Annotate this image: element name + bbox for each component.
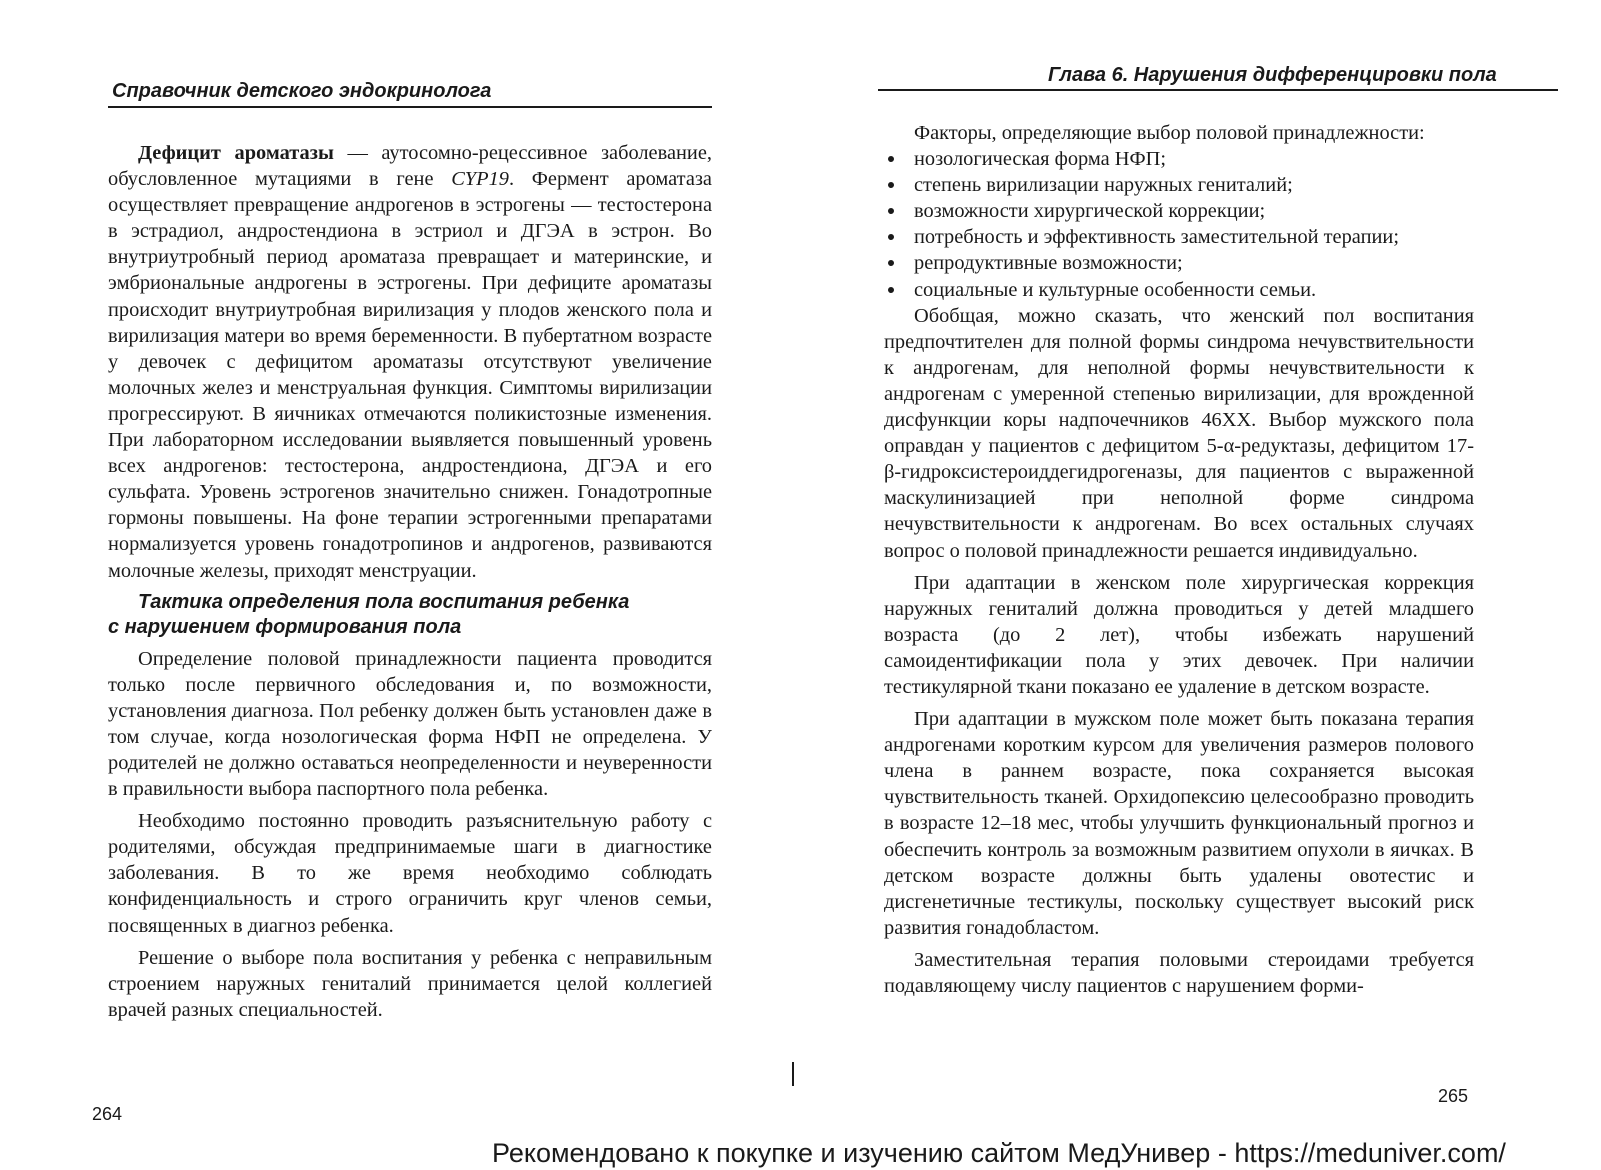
bullet-icon xyxy=(888,234,894,240)
aromatase-rest: . Фермент ароматаза осуществляет превращение андрогенов в эстрогены — тестостерона в эстрадиол, андростендиона в эстриол и ДГЭА в эстрон. Во внутриутробный период ароматаза превращает и материнские, и эмбриональные андрогены в эстрогены. При дефиците ароматазы происходит внутриутробная вирилизация у плодов женского пола и вирилизация матери во время беременности. В пубертатном возрасте у девочек с дефицитом ароматазы отсутствуют увеличение молочных желез и менструальная функция. Симптомы вирилизации прогрессируют. В яичниках отмечаются поликистозные изменения. При лабораторном исследовании выявляется повышенный уровень всех андрогенов: тестостерона, андростендиона, ДГЭА и его сульфата. Уровень эстрогенов значительно снижен. Гонадотропные гормоны повышены. На фоне терапии эстрогенными препаратами нормализуется уровень гонадотропинов и андрогенов, развиваются молочные железы, приходят менструации. xyxy=(108,168,712,582)
right-running-header: Глава 6. Нарушения дифференцировки пола xyxy=(1048,64,1497,86)
female-adaptation-paragraph: При адаптации в женском поле хирургическая коррекция наружных гениталий должна проводиться у детей младшего возраста (до 2 лет), чтобы избежать нарушений самоидентификации пола у этих девочек. При наличии тестикулярной ткани показано ее удаление в детском возрасте. xyxy=(884,571,1474,698)
left-page xyxy=(0,0,790,1170)
factors-list xyxy=(884,146,1474,303)
male-adaptation-paragraph: При адаптации в мужском поле может быть показана терапия андрогенами коротким курсом для увеличения размеров полового члена в раннем возрасте, пока сохраняется высокая чувствительность тканей. Орхидопексию целесообразно проводить в возрасте 12–18 мес, чтобы улучшить функциональный прогноз и обеспечить контроль за возможным развитием опухоли в яичках. В детском возрасте должны быть удалены овотестис и дисгенетичные тестикулы, поскольку существует высокий риск развития гонадобластом. xyxy=(884,708,1474,939)
bullet-icon xyxy=(888,260,894,266)
list-item: потребность и эффективность заместительной терапии; xyxy=(884,224,1474,250)
replacement-therapy-paragraph: Заместительная терапия половыми стероидами требуется подавляющему числу пациентов с нарушением форми- xyxy=(884,948,1474,997)
bullet-icon xyxy=(888,156,894,162)
list-item: социальные и культурные особенности семьи. xyxy=(884,277,1474,303)
aromatase-paragraph xyxy=(108,140,712,584)
left-body xyxy=(108,140,712,1029)
sex-assignment-paragraph: Определение половой принадлежности пациента проводится только после первичного обследования и, по возможности, установления диагноза. Пол ребенку должен быть установлен даже в том случае, когда нозологическая форма НФП не определена. У родителей не должно оставаться неопределенности и неуверенности в правильности выбора паспортного пола ребенка. xyxy=(108,647,712,801)
list-item: возможности хирургической коррекции; xyxy=(884,198,1474,224)
bullet-icon xyxy=(888,182,894,188)
summary-paragraph: Обобщая, можно сказать, что женский пол воспитания предпочтителен для полной формы синдрома нечувствительности к андрогенам, для неполной формы нечувствительности к андрогенам с умеренной степенью вирилизации, для врожденной дисфункции коры надпочечников 46XX. Выбор мужского пола оправдан у пациентов с дефицитом 5-α-редуктазы, дефицитом 17-β-гидроксистероиддегидрогеназы, для пациентов с выраженной маскулинизацией при неполной форме синдрома нечувствительности к андрогенам. Во всех остальных случаях вопрос о половой принадлежности решается индивидуально. xyxy=(884,304,1474,562)
left-page-number: 264 xyxy=(92,1104,123,1124)
list-item: степень вирилизации наружных гениталий; xyxy=(884,172,1474,198)
aromatase-dash: — аутосомно-рецессивное заболевание, обусловленное мутациями в гене xyxy=(108,142,712,191)
right-body xyxy=(884,120,1474,1005)
list-item: репродуктивные возможности; xyxy=(884,250,1474,276)
bullet-icon xyxy=(888,208,894,214)
gene-name: CYP19 xyxy=(451,168,509,191)
parents-paragraph: Необходимо постоянно проводить разъяснительную работу с родителями, обсуждая предпринимаемые шаги в диагностике заболевания. В то же время необходимо соблюдать конфиденциальность и строго ограничить круг членов семьи, посвященных в диагноз ребенка. xyxy=(108,810,712,937)
aromatase-term: Дефицит ароматазы xyxy=(138,142,334,164)
left-running-header: Справочник детского эндокринолога xyxy=(112,80,492,102)
list-item: нозологическая форма НФП; xyxy=(884,146,1474,172)
recommendation-banner: Рекомендовано к покупке и изучению сайтом МедУнивер - https://meduniver.com/ xyxy=(492,1138,1506,1168)
factors-intro: Факторы, определяющие выбор половой принадлежности: xyxy=(914,122,1425,144)
subheading-line-2: с нарушением формирования пола xyxy=(108,615,462,638)
left-header-rule xyxy=(108,106,712,108)
section-subheading xyxy=(108,590,712,640)
bullet-icon xyxy=(888,287,894,293)
right-header-rule xyxy=(878,89,1558,91)
subheading-line-1: Тактика определения пола воспитания ребенка xyxy=(138,590,630,613)
decision-paragraph: Решение о выборе пола воспитания у ребенка с неправильным строением наружных гениталий принимается целой коллегией врачей разных специальностей. xyxy=(108,946,712,1021)
right-page xyxy=(790,0,1601,1170)
right-page-number: 265 xyxy=(1438,1086,1469,1106)
